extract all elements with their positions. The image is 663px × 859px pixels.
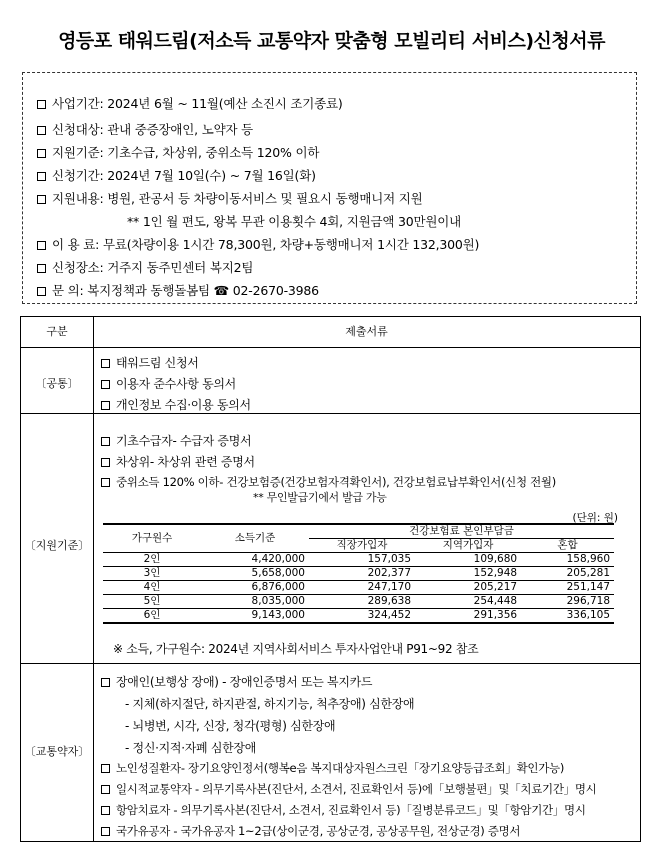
info-note: ** 1인 월 편도, 왕복 무관 이용횟수 4회, 지원금액 30만원이내 bbox=[127, 214, 461, 229]
unit-label: (단위: 원) bbox=[572, 512, 618, 524]
doc-subitem: - 정신·지적·자폐 심한장애 bbox=[125, 741, 257, 755]
checkbox-icon bbox=[101, 806, 110, 815]
support-note: ** 무인발급기에서 발급 가능 bbox=[253, 491, 387, 504]
row-divider bbox=[21, 663, 640, 664]
checkbox-icon bbox=[37, 100, 46, 109]
category-common: 〔공통〕 bbox=[35, 377, 79, 390]
cell-income: 5,658,000 bbox=[201, 567, 309, 581]
cell-regional: 254,448 bbox=[415, 595, 521, 609]
checkbox-icon bbox=[37, 126, 46, 135]
doc-subitem: - 뇌병변, 시각, 신장, 청각(평형) 심한장애 bbox=[125, 719, 336, 733]
reference-note: ※ 소득, 가구원수: 2024년 지역사회서비스 투자사업안내 P91~92 참조 bbox=[113, 642, 479, 656]
table-row bbox=[103, 567, 614, 581]
cell-regional: 205,217 bbox=[415, 581, 521, 595]
cell-size: 3인 bbox=[103, 567, 201, 581]
cell-employee: 202,377 bbox=[309, 567, 415, 581]
checkbox-icon bbox=[37, 241, 46, 250]
cell-income: 8,035,000 bbox=[201, 595, 309, 609]
doc-item: 중위소득 120% 이하- 건강보험증(건강보험자격확인서), 건강보험료납부확인서(신청 전월) bbox=[101, 474, 556, 490]
checkbox-icon bbox=[37, 287, 46, 296]
cell-mixed: 205,281 bbox=[521, 567, 614, 581]
cell-regional: 152,948 bbox=[415, 567, 521, 581]
th-employee: 직장가입자 bbox=[309, 539, 415, 553]
cell-size: 2인 bbox=[103, 553, 201, 567]
doc-item: 일시적교통약자 - 의무기록사본(진단서, 소견서, 진료확인서 등)에「보행불편」및「치료기간」명시 bbox=[101, 781, 596, 797]
cell-regional: 109,680 bbox=[415, 553, 521, 567]
checkbox-icon bbox=[101, 359, 110, 368]
cell-employee: 289,638 bbox=[309, 595, 415, 609]
checkbox-icon bbox=[101, 478, 110, 487]
th-regional: 지역가입자 bbox=[415, 539, 521, 553]
cell-mixed: 251,147 bbox=[521, 581, 614, 595]
th-income: 소득기준 bbox=[201, 524, 309, 553]
row-divider bbox=[21, 413, 640, 414]
cell-size: 4인 bbox=[103, 581, 201, 595]
checkbox-icon bbox=[101, 458, 110, 467]
cell-mixed: 158,960 bbox=[521, 553, 614, 567]
header-category: 구분 bbox=[46, 325, 68, 338]
doc-item: 장애인(보행상 장애) - 장애인증명서 또는 복지카드 bbox=[101, 673, 372, 690]
cell-employee: 324,452 bbox=[309, 609, 415, 624]
checkbox-icon bbox=[101, 380, 110, 389]
th-premium: 건강보험료 본인부담금 bbox=[309, 524, 614, 539]
info-line-apply-period: 신청기간: 2024년 7월 10일(수) ~ 7월 16일(화) bbox=[37, 166, 316, 184]
doc-item: 이용자 준수사항 동의서 bbox=[101, 375, 236, 392]
cell-income: 9,143,000 bbox=[201, 609, 309, 624]
th-mixed: 혼합 bbox=[521, 539, 614, 553]
cell-mixed: 336,105 bbox=[521, 609, 614, 624]
documents-table bbox=[20, 316, 641, 842]
info-line-place: 신청장소: 거주지 동주민센터 복지2팀 bbox=[37, 258, 253, 276]
doc-item: 태워드림 신청서 bbox=[101, 354, 199, 371]
cell-size: 6인 bbox=[103, 609, 201, 624]
checkbox-icon bbox=[101, 785, 110, 794]
page-title: 영등포 태워드림(저소득 교통약자 맞춤형 모빌리티 서비스)신청서류 bbox=[58, 30, 605, 52]
checkbox-icon bbox=[101, 437, 110, 446]
table-row bbox=[103, 609, 614, 624]
table-row bbox=[103, 581, 614, 595]
checkbox-icon bbox=[101, 401, 110, 410]
doc-item: 국가유공자 - 국가유공자 1~2급(상이군경, 공상군경, 공상공무원, 전상군경) 증명서 bbox=[101, 823, 520, 839]
table-row bbox=[103, 595, 614, 609]
checkbox-icon bbox=[101, 764, 110, 773]
checkbox-icon bbox=[37, 149, 46, 158]
cell-mixed: 296,718 bbox=[521, 595, 614, 609]
checkbox-icon bbox=[37, 172, 46, 181]
cell-income: 6,876,000 bbox=[201, 581, 309, 595]
doc-item: 기초수급자- 수급자 증명서 bbox=[101, 432, 251, 449]
cell-regional: 291,356 bbox=[415, 609, 521, 624]
doc-item: 차상위- 차상위 관련 증명서 bbox=[101, 453, 255, 470]
checkbox-icon bbox=[37, 195, 46, 204]
checkbox-icon bbox=[101, 827, 110, 836]
info-line-fee: 이 용 료: 무료(차량이용 1시간 78,300원, 차량+동행매니저 1시간 132,300원) bbox=[37, 235, 479, 253]
table-row bbox=[103, 553, 614, 567]
info-line-period: 사업기간: 2024년 6월 ~ 11월(예산 소진시 조기종료) bbox=[37, 94, 343, 112]
doc-item: 개인정보 수집·이용 동의서 bbox=[101, 396, 251, 413]
row-divider bbox=[21, 347, 640, 348]
header-documents: 제출서류 bbox=[345, 325, 388, 338]
info-line-target: 신청대상: 관내 중증장애인, 노약자 등 bbox=[37, 120, 253, 138]
cell-employee: 157,035 bbox=[309, 553, 415, 567]
th-household: 가구원수 bbox=[103, 524, 201, 553]
cell-income: 4,420,000 bbox=[201, 553, 309, 567]
doc-item: 노인성질환자- 장기요양인정서(행복e음 복지대상자원스크린「장기요양등급조회」확인가능) bbox=[101, 760, 564, 776]
info-box bbox=[22, 72, 637, 304]
column-divider bbox=[93, 317, 94, 841]
info-line-criteria: 지원기준: 기초수급, 차상위, 중위소득 120% 이하 bbox=[37, 143, 319, 161]
doc-item: 항암치료자 - 의무기록사본(진단서, 소견서, 진료확인서 등)「질병분류코드」및「항암기간」명시 bbox=[101, 802, 586, 818]
cell-employee: 247,170 bbox=[309, 581, 415, 595]
category-mobility: 〔교통약자〕 bbox=[24, 745, 90, 758]
cell-size: 5인 bbox=[103, 595, 201, 609]
category-support: 〔지원기준〕 bbox=[24, 539, 90, 552]
checkbox-icon bbox=[101, 678, 110, 687]
income-table bbox=[103, 523, 614, 624]
doc-subitem: - 지체(하지절단, 하지관절, 하지기능, 척추장애) 심한장애 bbox=[125, 697, 415, 711]
info-line-content: 지원내용: 병원, 관공서 등 차량이동서비스 및 필요시 동행매니저 지원 bbox=[37, 189, 422, 207]
checkbox-icon bbox=[37, 264, 46, 273]
info-line-contact: 문 의: 복지정책과 동행돌봄팀 ☎ 02-2670-3986 bbox=[37, 281, 319, 299]
